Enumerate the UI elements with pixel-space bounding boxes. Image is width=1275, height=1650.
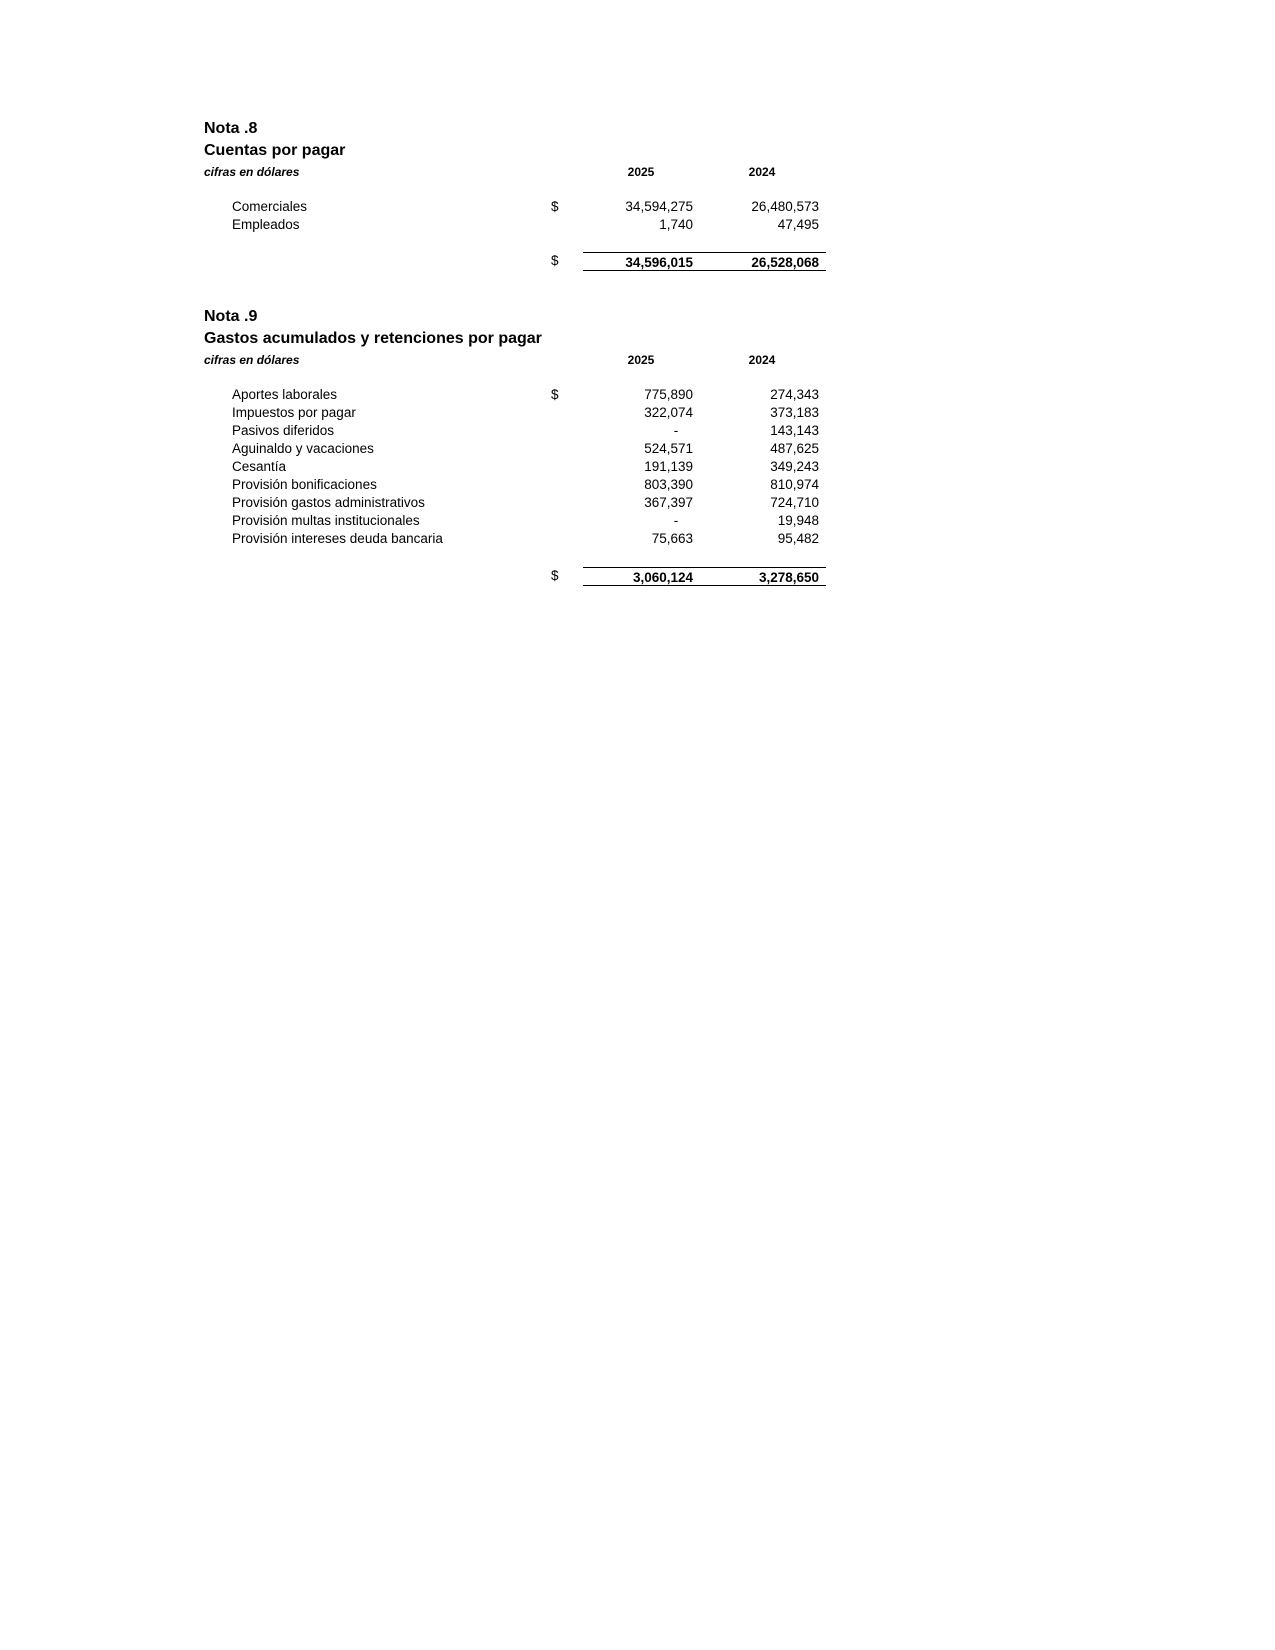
row-label: Provisión multas institucionales	[232, 513, 420, 528]
value-2025: 367,397	[644, 495, 693, 510]
note-9-units: cifras en dólares	[204, 353, 300, 367]
total-2025: 34,596,015	[625, 255, 693, 270]
note-9-year-2025: 2025	[627, 353, 655, 367]
value-2025: 524,571	[644, 441, 693, 456]
total-rule-bottom	[583, 585, 826, 586]
value-2024: 810,974	[770, 477, 819, 492]
value-2024: 143,143	[770, 423, 819, 438]
value-2024: 724,710	[770, 495, 819, 510]
row-label: Provisión intereses deuda bancaria	[232, 531, 443, 546]
row-label: Provisión bonificaciones	[232, 477, 377, 492]
total-rule-bottom	[583, 270, 826, 271]
value-2025: 34,594,275	[625, 199, 693, 214]
row-label: Aportes laborales	[232, 387, 338, 402]
note-8-year-2024: 2024	[748, 165, 776, 179]
value-2024: 19,948	[777, 513, 819, 528]
row-label: Aguinaldo y vacaciones	[232, 441, 374, 456]
row-label: Impuestos por pagar	[232, 405, 356, 420]
note-9-number: Nota .9	[204, 308, 258, 325]
row-label: Provisión gastos administrativos	[232, 495, 425, 510]
note-9-year-2024: 2024	[748, 353, 776, 367]
value-2025: -	[673, 423, 679, 438]
value-2025: 775,890	[644, 387, 693, 402]
note-8-year-2025: 2025	[627, 165, 655, 179]
row-label: Cesantía	[232, 459, 287, 474]
value-2024: 26,480,573	[751, 199, 819, 214]
value-2024: 373,183	[770, 405, 819, 420]
value-2025: 322,074	[644, 405, 693, 420]
total-2025: 3,060,124	[632, 570, 693, 585]
currency-symbol: $	[551, 199, 559, 214]
total-currency-symbol: $	[551, 568, 559, 583]
value-2025: 75,663	[651, 531, 693, 546]
row-label: Pasivos diferidos	[232, 423, 335, 438]
value-2025: 1,740	[659, 217, 693, 232]
total-rule-top	[583, 252, 826, 253]
value-2024: 274,343	[770, 387, 819, 402]
value-2024: 47,495	[777, 217, 819, 232]
total-currency-symbol: $	[551, 253, 559, 268]
row-label: Comerciales	[232, 199, 308, 214]
total-2024: 3,278,650	[758, 570, 819, 585]
value-2024: 487,625	[770, 441, 819, 456]
value-2025: -	[673, 513, 679, 528]
note-8-title: Cuentas por pagar	[204, 142, 346, 159]
total-rule-top	[583, 567, 826, 568]
value-2024: 349,243	[770, 459, 819, 474]
value-2025: 803,390	[644, 477, 693, 492]
note-9-title: Gastos acumulados y retenciones por pagar	[204, 330, 542, 347]
value-2025: 191,139	[644, 459, 693, 474]
note-8-number: Nota .8	[204, 120, 258, 137]
note-8-units: cifras en dólares	[204, 165, 300, 179]
row-label: Empleados	[232, 217, 300, 232]
value-2024: 95,482	[777, 531, 819, 546]
total-2024: 26,528,068	[751, 255, 819, 270]
currency-symbol: $	[551, 387, 559, 402]
